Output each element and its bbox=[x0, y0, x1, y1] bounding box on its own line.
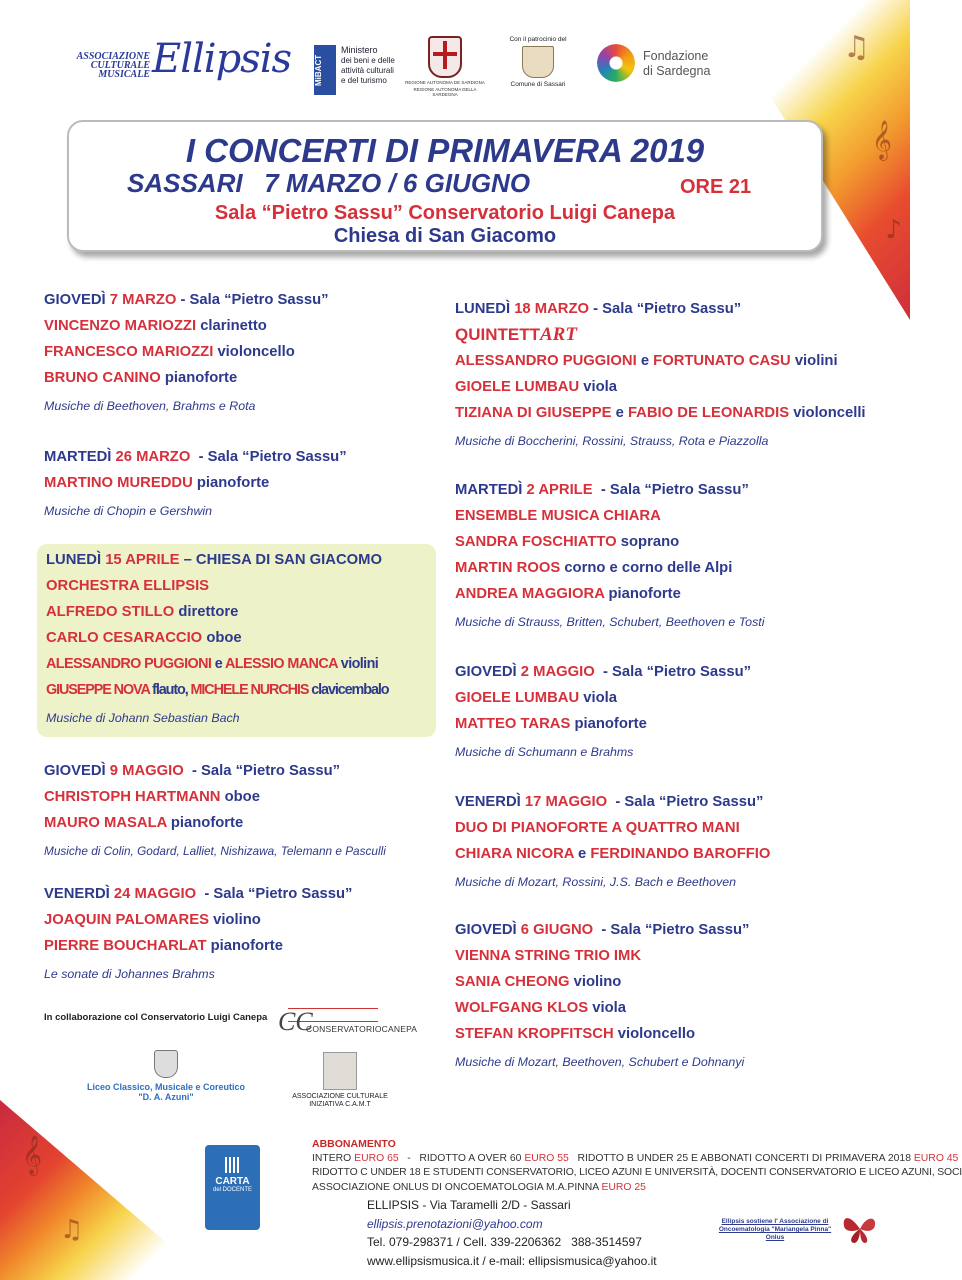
concert-date: 18 MARZO bbox=[514, 301, 590, 317]
music-note-icon: ♪ bbox=[885, 215, 902, 245]
carta-docente-badge bbox=[205, 1145, 260, 1230]
performer-role: violini bbox=[337, 656, 379, 672]
concert-date: 2 MAGGIO bbox=[520, 664, 595, 680]
abb-ridotto-a: - RIDOTTO A OVER 60 bbox=[398, 1152, 525, 1164]
performer-name: GIOELE LUMBAU bbox=[455, 379, 580, 395]
performer-name: MAURO MASALA bbox=[44, 815, 167, 831]
concert-day: MARTEDÌ bbox=[44, 449, 112, 465]
carta-line1: CARTA bbox=[215, 1176, 250, 1187]
header-venue1: Sala “Pietro Sassu” Conservatorio Luigi Canepa bbox=[214, 202, 676, 224]
concert-2-maggio bbox=[455, 659, 751, 767]
fondazione-line1: Fondazione bbox=[643, 49, 709, 63]
performer-name: WOLFGANG KLOS bbox=[455, 1000, 589, 1016]
concert-program: Musiche di Mozart, Beethoven, Schubert e Dohnanyi bbox=[455, 1055, 745, 1069]
performer-name: FORTUNATO CASU bbox=[653, 353, 791, 369]
performer-name: CARLO CESARACCIO bbox=[46, 630, 203, 646]
abb-price: EURO 55 bbox=[524, 1152, 569, 1164]
concert-6-giugno bbox=[455, 917, 749, 1077]
performer-role: pianoforte bbox=[192, 475, 270, 491]
header-venue2: Chiesa di San Giacomo bbox=[333, 225, 557, 247]
performer-name: ALESSANDRO PUGGIONI bbox=[46, 656, 212, 672]
contact-phones: Tel. 079-298371 / Cell. 339-2206362 388-3514597 bbox=[367, 1235, 642, 1249]
performer-role: clavicembalo bbox=[308, 682, 389, 698]
performer-name: JOAQUIN PALOMARES bbox=[44, 912, 209, 928]
performer-name: VIENNA STRING TRIO IMK bbox=[455, 948, 642, 964]
concert-day: GIOVEDÌ bbox=[455, 922, 517, 938]
performer-role: flauto, bbox=[149, 682, 191, 698]
performer-name: MARTINO MUREDDU bbox=[44, 475, 193, 491]
fondazione-line2: di Sardegna bbox=[643, 64, 711, 78]
abb-associazione: ASSOCIAZIONE ONLUS DI ONCOEMATOLOGIA M.A.PINNA bbox=[312, 1181, 602, 1193]
concert-day: MARTEDÌ bbox=[455, 482, 523, 498]
performer-role: violini bbox=[790, 353, 838, 369]
performer-role: viola bbox=[579, 690, 617, 706]
contact-block bbox=[367, 1196, 657, 1270]
performer-name: VINCENZO MARIOZZI bbox=[44, 318, 197, 334]
concert-date: 17 MAGGIO bbox=[524, 794, 608, 810]
camt-line1: ASSOCIAZIONE CULTURALE bbox=[292, 1093, 388, 1100]
concert-7-marzo bbox=[44, 287, 329, 421]
concert-date: 24 MAGGIO bbox=[113, 886, 197, 902]
concert-program: Le sonate di Johannes Brahms bbox=[44, 967, 215, 981]
abb-ridotto-c: RIDOTTO C UNDER 18 E STUDENTI CONSERVATORIO, LICEO AZUNI E UNIVERSITÀ, DOCENTI CONSERVATORIO E LICEO AZUNI, SOCI bbox=[312, 1167, 962, 1179]
concert-place: - Sala “Pietro Sassu” bbox=[190, 449, 347, 465]
concert-program: Musiche di Colin, Godard, Lalliet, Nishizawa, Telemann e Pasculli bbox=[44, 844, 386, 858]
performer-role: violoncello bbox=[213, 344, 295, 360]
performer-name: ALFREDO STILLO bbox=[46, 604, 175, 620]
performer-role: pianoforte bbox=[206, 938, 283, 954]
comune-crest-icon bbox=[522, 46, 554, 78]
performer-role: violino bbox=[208, 912, 261, 928]
performer-name: MATTEO TARAS bbox=[455, 716, 571, 732]
performer-and: e bbox=[211, 656, 225, 672]
onlus-line1: Ellipsis sostiene l' Associazione di bbox=[721, 1218, 829, 1225]
performer-name: GIOELE LUMBAU bbox=[455, 690, 580, 706]
abb-price: EURO 65 bbox=[354, 1152, 399, 1164]
performer-name: CHIARA NICORA bbox=[455, 846, 574, 862]
music-note-icon: ♫ bbox=[60, 1215, 84, 1245]
onlus-line2: Oncoematologia "Mariangela Pinna" Onlus bbox=[718, 1226, 832, 1241]
abb-intero: INTERO bbox=[312, 1152, 355, 1164]
performer-role: violoncelli bbox=[789, 405, 866, 421]
performer-name: GIUSEPPE NOVA bbox=[46, 682, 150, 698]
concert-place: - Sala “Pietro Sassu” bbox=[196, 886, 353, 902]
concert-place: - Sala “Pietro Sassu” bbox=[183, 763, 341, 779]
ellipsis-logo-word: Ellipsis bbox=[152, 36, 292, 82]
concert-day: GIOVEDÌ bbox=[44, 292, 106, 308]
abb-ridotto-b: RIDOTTO B UNDER 25 E ABBONATI CONCERTI DI PRIMAVERA 2018 bbox=[568, 1152, 914, 1164]
mibact-line4: e del turismo bbox=[341, 76, 387, 85]
concert-place: - Sala “Pietro Sassu” bbox=[592, 482, 749, 498]
performer-name: FERDINANDO BAROFFIO bbox=[590, 846, 771, 862]
header-dates: SASSARI 7 MARZO / 6 GIUGNO bbox=[127, 168, 531, 198]
performer-role: pianoforte bbox=[160, 370, 238, 386]
performer-role: oboe bbox=[202, 630, 242, 646]
treble-clef-icon: 𝄞 bbox=[22, 1135, 43, 1175]
page-title: I CONCERTI DI PRIMAVERA 2019 bbox=[185, 132, 705, 169]
carta-line2: del DOCENTE bbox=[212, 1187, 252, 1193]
collaboration-text: In collaborazione col Conservatorio Luigi Canepa bbox=[44, 1012, 268, 1023]
regione-sardegna-logo bbox=[405, 36, 485, 96]
fondazione-star-icon bbox=[597, 44, 635, 82]
performer-name: SANDRA FOSCHIATTO bbox=[455, 534, 617, 550]
concert-place: - Sala “Pietro Sassu” bbox=[594, 664, 752, 680]
performer-role: direttore bbox=[174, 604, 239, 620]
liceo-azuni-logo bbox=[86, 1050, 246, 1102]
performer-role: corno e corno delle Alpi bbox=[560, 560, 733, 576]
header-time: ORE 21 bbox=[680, 176, 752, 198]
performer-name: STEFAN KROPFITSCH bbox=[455, 1026, 614, 1042]
concert-program: Musiche di Johann Sebastian Bach bbox=[46, 711, 240, 725]
performer-name: ENSEMBLE MUSICA CHIARA bbox=[455, 508, 661, 524]
contact-address: ELLIPSIS - Via Taramelli 2/D - Sassari bbox=[367, 1198, 571, 1212]
concert-program: Musiche di Beethoven, Brahms e Rota bbox=[44, 399, 256, 413]
performer-role: clarinetto bbox=[196, 318, 267, 334]
regione-caption1: REGIONE AUTONOMA DE SARDIGNA bbox=[405, 80, 485, 85]
conservatorio-logo bbox=[278, 1002, 418, 1042]
conservatorio-logo-text: CONSERVATORIOCANEPA bbox=[306, 1024, 418, 1034]
concert-place: - Sala “Pietro Sassu” bbox=[589, 301, 742, 317]
ensemble-name-art: ART bbox=[540, 324, 577, 345]
concert-date: 15 APRILE bbox=[105, 552, 180, 568]
performer-name: ANDREA MAGGIORA bbox=[455, 586, 605, 602]
ensemble-name: QUINTETT bbox=[455, 325, 540, 344]
ellipsis-logo-assoc: ASSOCIAZIONE CULTURALE MUSICALE bbox=[76, 51, 150, 80]
treble-clef-icon: 𝄞 bbox=[871, 120, 892, 160]
conservatorio-monogram-icon: CC bbox=[278, 1007, 313, 1036]
abb-price: EURO 45 bbox=[913, 1152, 959, 1164]
onlus-note bbox=[710, 1218, 840, 1242]
performer-role: oboe bbox=[220, 789, 260, 805]
butterfly-icon bbox=[840, 1212, 880, 1246]
performer-name: FRANCESCO MARIOZZI bbox=[44, 344, 214, 360]
comune-name: Comune di Sassari bbox=[510, 81, 566, 88]
performer-name: PIERRE BOUCHARLAT bbox=[44, 938, 207, 954]
concert-program: Musiche di Boccherini, Rossini, Strauss, Rota e Piazzolla bbox=[455, 434, 769, 448]
concert-date: 26 MARZO bbox=[115, 449, 191, 465]
concert-date: 7 MARZO bbox=[109, 292, 177, 308]
performer-name: ALESSIO MANCA bbox=[224, 656, 338, 672]
performer-role: viola bbox=[588, 1000, 627, 1016]
performer-role: pianoforte bbox=[570, 716, 647, 732]
mibact-line1: Ministero bbox=[341, 45, 378, 55]
qr-code-icon bbox=[225, 1157, 241, 1173]
performer-name: FABIO DE LEONARDIS bbox=[627, 405, 790, 421]
concert-day: LUNEDÌ bbox=[455, 301, 511, 317]
concert-day: LUNEDÌ bbox=[46, 552, 102, 568]
liceo-line1: Liceo Classico, Musicale e Coreutico bbox=[86, 1082, 246, 1092]
concert-place: – CHIESA DI SAN GIACOMO bbox=[179, 552, 383, 568]
concert-program: Musiche di Mozart, Rossini, J.S. Bach e Beethoven bbox=[455, 875, 736, 889]
performer-role: pianoforte bbox=[166, 815, 244, 831]
abb-price: EURO 25 bbox=[601, 1181, 646, 1193]
performer-role: soprano bbox=[616, 534, 680, 550]
camt-portrait-icon bbox=[323, 1052, 357, 1090]
performer-name: SANIA CHEONG bbox=[455, 974, 570, 990]
comune-patrocinio: Con il patrocinio del bbox=[509, 36, 567, 43]
concert-program: Musiche di Schumann e Brahms bbox=[455, 745, 634, 759]
concert-place: - Sala “Pietro Sassu” bbox=[176, 292, 329, 308]
performer-role: pianoforte bbox=[604, 586, 681, 602]
performer-and: e bbox=[573, 846, 591, 862]
performer-name: BRUNO CANINO bbox=[44, 370, 161, 386]
camt-logo bbox=[290, 1052, 390, 1109]
concert-date: 9 MAGGIO bbox=[109, 763, 184, 779]
concert-program: Musiche di Chopin e Gershwin bbox=[44, 504, 213, 518]
abbonamento-title: ABBONAMENTO bbox=[312, 1138, 396, 1150]
concert-18-marzo bbox=[455, 296, 866, 456]
regione-caption2: REGIONE AUTONOMA DELLA SARDEGNA bbox=[413, 87, 477, 97]
liceo-line2: "D. A. Azuni" bbox=[138, 1092, 194, 1102]
liceo-shield-icon bbox=[154, 1050, 178, 1078]
performer-and: e bbox=[636, 353, 654, 369]
ellipsis-logo bbox=[60, 36, 292, 94]
decorative-corner-bottom-left bbox=[0, 1100, 210, 1280]
performer-name: ORCHESTRA ELLIPSIS bbox=[46, 578, 210, 594]
concert-place: - Sala “Pietro Sassu” bbox=[607, 794, 764, 810]
concert-date: 6 GIUGNO bbox=[520, 922, 594, 938]
concert-9-maggio bbox=[44, 758, 386, 866]
performer-name: DUO DI PIANOFORTE A QUATTRO MANI bbox=[455, 820, 740, 836]
concert-26-marzo bbox=[44, 444, 347, 526]
performer-name: MICHELE NURCHIS bbox=[190, 682, 309, 698]
performer-name: ALESSANDRO PUGGIONI bbox=[455, 353, 637, 369]
camt-line2: INIZIATIVA C.A.M.T bbox=[309, 1101, 371, 1108]
performer-name: TIZIANA DI GIUSEPPE bbox=[455, 405, 612, 421]
concert-place: - Sala “Pietro Sassu” bbox=[593, 922, 750, 938]
concert-day: GIOVEDÌ bbox=[455, 664, 517, 680]
performer-role: violino bbox=[569, 974, 622, 990]
concert-15-aprile bbox=[46, 547, 388, 733]
concert-day: VENERDÌ bbox=[455, 794, 521, 810]
concert-24-maggio bbox=[44, 881, 352, 989]
mibact-badge: MiBACT bbox=[314, 45, 336, 95]
concert-program: Musiche di Strauss, Britten, Schubert, Beethoven e Tosti bbox=[455, 615, 765, 629]
performer-name: CHRISTOPH HARTMANN bbox=[44, 789, 221, 805]
fondazione-sardegna-logo bbox=[597, 44, 727, 84]
mibact-line2: dei beni e delle bbox=[341, 56, 395, 65]
concert-date: 2 APRILE bbox=[526, 482, 593, 498]
performer-and: e bbox=[611, 405, 628, 421]
concert-day: VENERDÌ bbox=[44, 886, 110, 902]
regione-crest-icon bbox=[428, 36, 462, 78]
concert-day: GIOVEDÌ bbox=[44, 763, 106, 779]
music-note-icon: ♫ bbox=[843, 30, 870, 65]
performer-name: MARTIN ROOS bbox=[455, 560, 561, 576]
comune-sassari-logo bbox=[502, 36, 574, 98]
performer-role: violoncello bbox=[613, 1026, 696, 1042]
header-box bbox=[67, 120, 823, 252]
concert-17-maggio bbox=[455, 789, 770, 897]
performer-role: viola bbox=[579, 379, 617, 395]
contact-website[interactable]: www.ellipsismusica.it / e-mail: ellipsismusica@yahoo.it bbox=[367, 1253, 657, 1268]
concert-2-aprile bbox=[455, 477, 764, 637]
mibact-line3: attività culturali bbox=[341, 66, 394, 75]
contact-booking-email[interactable]: ellipsis.prenotazioni@yahoo.com bbox=[367, 1216, 543, 1231]
abbonamento-block bbox=[312, 1137, 962, 1195]
mibact-logo bbox=[314, 45, 409, 97]
